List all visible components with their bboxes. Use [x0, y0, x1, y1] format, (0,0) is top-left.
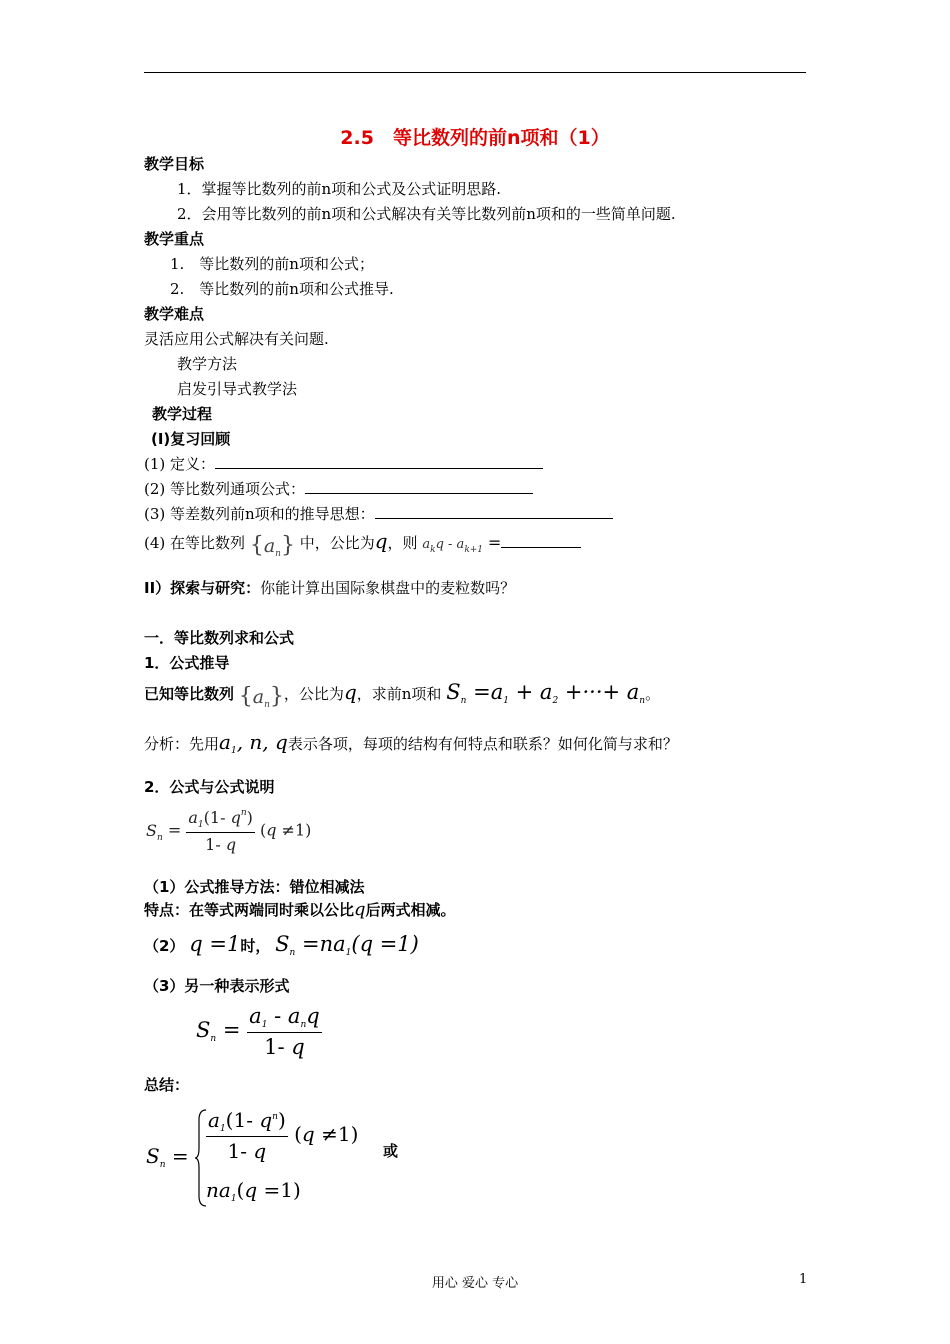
- ratio-q: q: [354, 899, 366, 920]
- known-mid: ，公比为: [283, 685, 344, 703]
- known-end: ，求前n项和: [356, 685, 442, 703]
- review-q4-then: ，则: [387, 534, 418, 552]
- key-points-heading: 教学重点: [144, 230, 205, 248]
- answer-blank: [215, 454, 543, 469]
- page-title: 2.5 等比数列的前n项和（1）: [340, 127, 610, 149]
- formula-q-eq-1: q =1: [189, 932, 241, 956]
- summary-heading: 总结：: [144, 1076, 190, 1094]
- formula-ak-q: $a_kq - a_{k+1}$: [422, 537, 484, 555]
- ratio-q: q: [343, 680, 357, 704]
- review-q2-label: (2) 等比数列通项公式：: [144, 480, 306, 498]
- review-q3-label: (3) 等差数列前n项和的推导思想：: [144, 505, 375, 523]
- process-heading: 教学过程: [152, 405, 213, 423]
- difficulty-text: 灵活应用公式解决有关问题.: [144, 330, 329, 348]
- goal-item-1: 1．掌握等比数列的前n项和公式及公式证明思路.: [177, 180, 501, 198]
- equals-sign: =: [487, 533, 502, 552]
- page-number: 1: [799, 1272, 808, 1287]
- review-q1-label: (1) 定义：: [144, 455, 216, 473]
- difficulty-heading: 教学难点: [144, 305, 205, 323]
- method-label: 教学方法: [177, 355, 238, 373]
- subsection-formula: 2．公式与公式说明: [144, 778, 275, 796]
- sequence-an: $\{a_n\}$: [238, 684, 284, 710]
- or-label: 或: [383, 1142, 399, 1160]
- answer-blank: [375, 504, 613, 519]
- explore-heading: II）探索与研究：: [144, 579, 261, 597]
- review-q4-mid: 中，公比为: [299, 534, 375, 552]
- review-q4-prefix: (4) 在等比数列: [144, 534, 246, 552]
- goal-item-2: 2．会用等比数列的前n项和公式解决有关等比数列前n项和的一些简单问题.: [177, 205, 676, 223]
- section1-heading: 一．等比数列求和公式: [144, 629, 295, 647]
- review-q4: [144, 529, 581, 559]
- feature-suffix: 后两式相减。: [365, 901, 456, 919]
- key-point-2: 2. 等比数列的前n项和公式推导.: [170, 280, 394, 298]
- explore-question: 你能计算出国际象棋盘中的麦粒数吗？: [260, 579, 516, 597]
- known-line: 已知等比数列 $\{a_n\}$，公比为q，求前n项和 $S_n =a_1 + a_2$ +···+ $a_n$。: [144, 680, 661, 710]
- footer-motto: 用心 爱心 专心: [431, 1276, 519, 1291]
- answer-blank: [305, 479, 533, 494]
- known-prefix: 已知等比数列: [144, 685, 235, 703]
- feature-prefix: 特点：在等式两端同时乘以公比: [144, 901, 355, 919]
- formula-sn-sum: $S_n =a_1 + a_2$ +···+ $a_n$: [446, 680, 646, 706]
- formula-sn-main: $S_n$ = $\frac{a_1(1- q^n)}{1- q}$ (q ≠1): [146, 808, 312, 854]
- ratio-q: q: [374, 529, 388, 553]
- analysis-rest: 表示各项，每项的结构有何特点和联系？如何化简与求和？: [287, 735, 678, 753]
- formula-a1-n-q: $a_1$, n, q: [219, 730, 288, 756]
- sequence-an: $\{a_n\}$: [249, 533, 295, 559]
- review-heading: (I)复习回顾: [151, 430, 231, 448]
- analysis-prefix: 分析：先用: [144, 735, 220, 753]
- case3-heading: （3）另一种表示形式: [144, 977, 290, 995]
- feature-line: [144, 899, 456, 920]
- key-point-1: 1. 等比数列的前n项和公式；: [170, 255, 374, 273]
- formula-sn-alt: $S_n$ = $\frac{a_1 - a_nq}{1- q}$: [196, 1004, 320, 1059]
- method-text: 启发引导式教学法: [177, 380, 298, 398]
- case2-when: 时，: [240, 937, 271, 955]
- review-q2: [144, 478, 533, 499]
- review-q1: [144, 453, 543, 474]
- analysis-line: [144, 730, 678, 756]
- answer-blank: [501, 537, 581, 548]
- method-note: （1）公式推导方法：错位相减法: [144, 878, 365, 896]
- review-q3: [144, 503, 613, 524]
- header-rule: [144, 72, 806, 73]
- subsection-derivation: 1．公式推导: [144, 654, 230, 672]
- case2-line: [144, 932, 419, 958]
- explore-line: [144, 577, 515, 598]
- case2-label: （2）: [144, 937, 185, 955]
- formula-sn-na1: $S_n =na_1(q =1)$: [275, 932, 419, 958]
- goals-heading: 教学目标: [144, 155, 205, 173]
